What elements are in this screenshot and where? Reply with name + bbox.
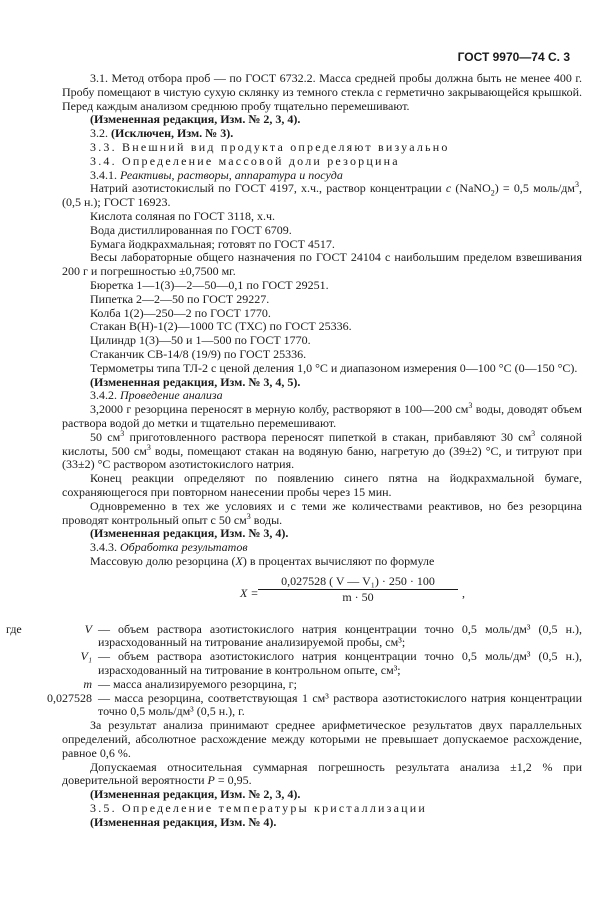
result-error: Допускаемая относительная суммарная погрешность результата анализа ±1,2 % при доверительной вероятности P = 0,95.: [62, 759, 582, 788]
section-3-4-heading: 3.4. Определение массовой доли резорцина: [90, 153, 400, 168]
equipment-weighing-bottle: Стаканчик СВ-14/8 (19/9) по ГОСТ 25336.: [90, 346, 307, 361]
analysis-step-2: 50 $см^3$ приготовленного раствора переносят пипеткой в стакан, прибавляют 30 $см^3$ соляной кислоты, 500 $см^3$ воды, помещают стакан на водяную баню, нагретую до (39±2) °С, и титруют при (33±2) °С раствором азотистокислого натрия.: [62, 428, 583, 472]
equipment-flask: Колба 1(2)—250—2 по ГОСТ 1770.: [90, 305, 271, 320]
equipment-scales: Весы лабораторные общего назначения по ГОСТ 24104 с наибольшим пределом взвешивания 200 г и погрешностью ±0,7500 мг.: [62, 250, 582, 279]
document-body: [6, 71, 583, 830]
formula-numerator: 0,027528 ( V — V₁) · 250 · 100: [258, 575, 458, 591]
page-header: ГОСТ 9970—74 С. 3: [457, 50, 570, 64]
revision-note: (Измененная редакция, Изм. № 2, 3, 4).: [90, 112, 301, 127]
reagent-paper: Бумага йодкрахмальная; готовят по ГОСТ 4517.: [90, 236, 335, 251]
revision-note: (Измененная редакция, Изм. № 3, 4, 5).: [90, 374, 301, 389]
section-3-3: 3.3. Внешний вид продукта определяют визуально: [90, 139, 450, 154]
result-rule: За результат анализа принимают среднее арифметическое результатов двух параллельных определений, абсолютное расхождение между которыми не превышает допускаемое расхождение, равное 0,6 %.: [62, 718, 582, 760]
definition-coefficient: 0,027528 — масса резорцина, соответствующая 1 см³ раствора азотистокислого натрия концентрации точно 0,5 моль/дм³ (0,5 н.), г.: [47, 690, 582, 719]
section-3-4-2: 3.4.2. Проведение анализа: [90, 388, 223, 403]
equipment-pipette: Пипетка 2—2—50 по ГОСТ 29227.: [90, 291, 270, 306]
equipment-beaker: Стакан В(Н)-1(2)—1000 ТС (ТХС) по ГОСТ 25336.: [90, 319, 352, 334]
equipment-thermometer: Термометры типа ТЛ-2 с ценой деления 1,0 °С и диапазоном измерения 0—100 °С (0—150 °С).: [90, 360, 578, 375]
equipment-cylinder: Цилиндр 1(3)—50 и 1—500 по ГОСТ 1770.: [90, 333, 311, 348]
revision-note: (Измененная редакция, Изм. № 2, 3, 4).: [90, 787, 301, 802]
reagent-water: Вода дистиллированная по ГОСТ 6709.: [90, 222, 292, 237]
section-3-2: 3.2. (Исключен, Изм. № 3).: [90, 126, 234, 141]
definition-m: m — масса анализируемого резорцина, г;: [83, 676, 297, 691]
section-3-4-3: 3.4.3. Обработка результатов: [90, 540, 248, 555]
definition-v1: V₁ — объем раствора азотистокислого натрия концентрации точно 0,5 моль/дм³ (0,5 н.), израсходованный на титрование в контрольном опыте, см³;: [80, 649, 582, 678]
definition-v: где V — объем раствора азотистокислого натрия концентрации точно 0,5 моль/дм³ (0,5 н.), израсходованный на титрование анализируемой пробы, см³;: [6, 621, 582, 650]
reagent-nano2: Натрий азотистокислый по ГОСТ 4197, х.ч., раствор концентрации c (NaNO$_2$) = 0,5 моль/$дм^3$, (0,5 н.); ГОСТ 16923.: [62, 180, 583, 210]
formula-lhs: X =: [240, 585, 259, 600]
reagent-hcl: Кислота соляная по ГОСТ 3118, х.ч.: [90, 208, 276, 223]
formula-fraction: [258, 575, 458, 606]
section-3-5: 3.5. Определение температуры кристаллизации: [90, 801, 427, 816]
formula-intro: Массовую долю резорцина (X) в процентах вычисляют по формуле: [90, 553, 435, 568]
revision-note: (Измененная редакция, Изм. № 4).: [90, 814, 277, 829]
analysis-step-1: 3,2000 г резорцина переносят в мерную колбу, растворяют в 100—200 $см^3$ воды, доводят объем раствора водой до метки и тщательно перемешивают.: [62, 401, 582, 430]
revision-note: (Измененная редакция, Изм. № 3, 4).: [90, 526, 289, 541]
analysis-step-3: Конец реакции определяют по появлению синего пятна на йодкрахмальной бумаге, сохраняющегося при повторном нанесении пробы через 15 мин.: [62, 471, 582, 499]
equipment-burette: Бюретка 1—1(3)—2—50—0,1 по ГОСТ 29251.: [90, 277, 329, 292]
formula: X = $\frac{\text{0,027528 ( V — V₁) · 250 · 100}}{m \cdot 50}$ ,: [240, 573, 465, 605]
formula-denominator: m · 50: [342, 590, 374, 605]
paragraph-3-1: 3.1. Метод отбора проб — по ГОСТ 6732.2. Масса средней пробы должна быть не менее 400 г. Пробу помещают в чистую сухую склянку из темного стекла с герметично закрывающейся крышкой. Перед каждым анализом среднюю пробу тщательно перемешивают.: [62, 71, 582, 113]
variable-definitions: [6, 623, 582, 720]
section-3-4-1: 3.4.1. Реактивы, растворы, аппаратура и посуда: [90, 167, 343, 182]
analysis-step-4: Одновременно в тех же условиях и с теми же количествами реактивов, но без резорцина проводят контрольный опыт с 50 $см^3$ воды.: [62, 498, 582, 527]
